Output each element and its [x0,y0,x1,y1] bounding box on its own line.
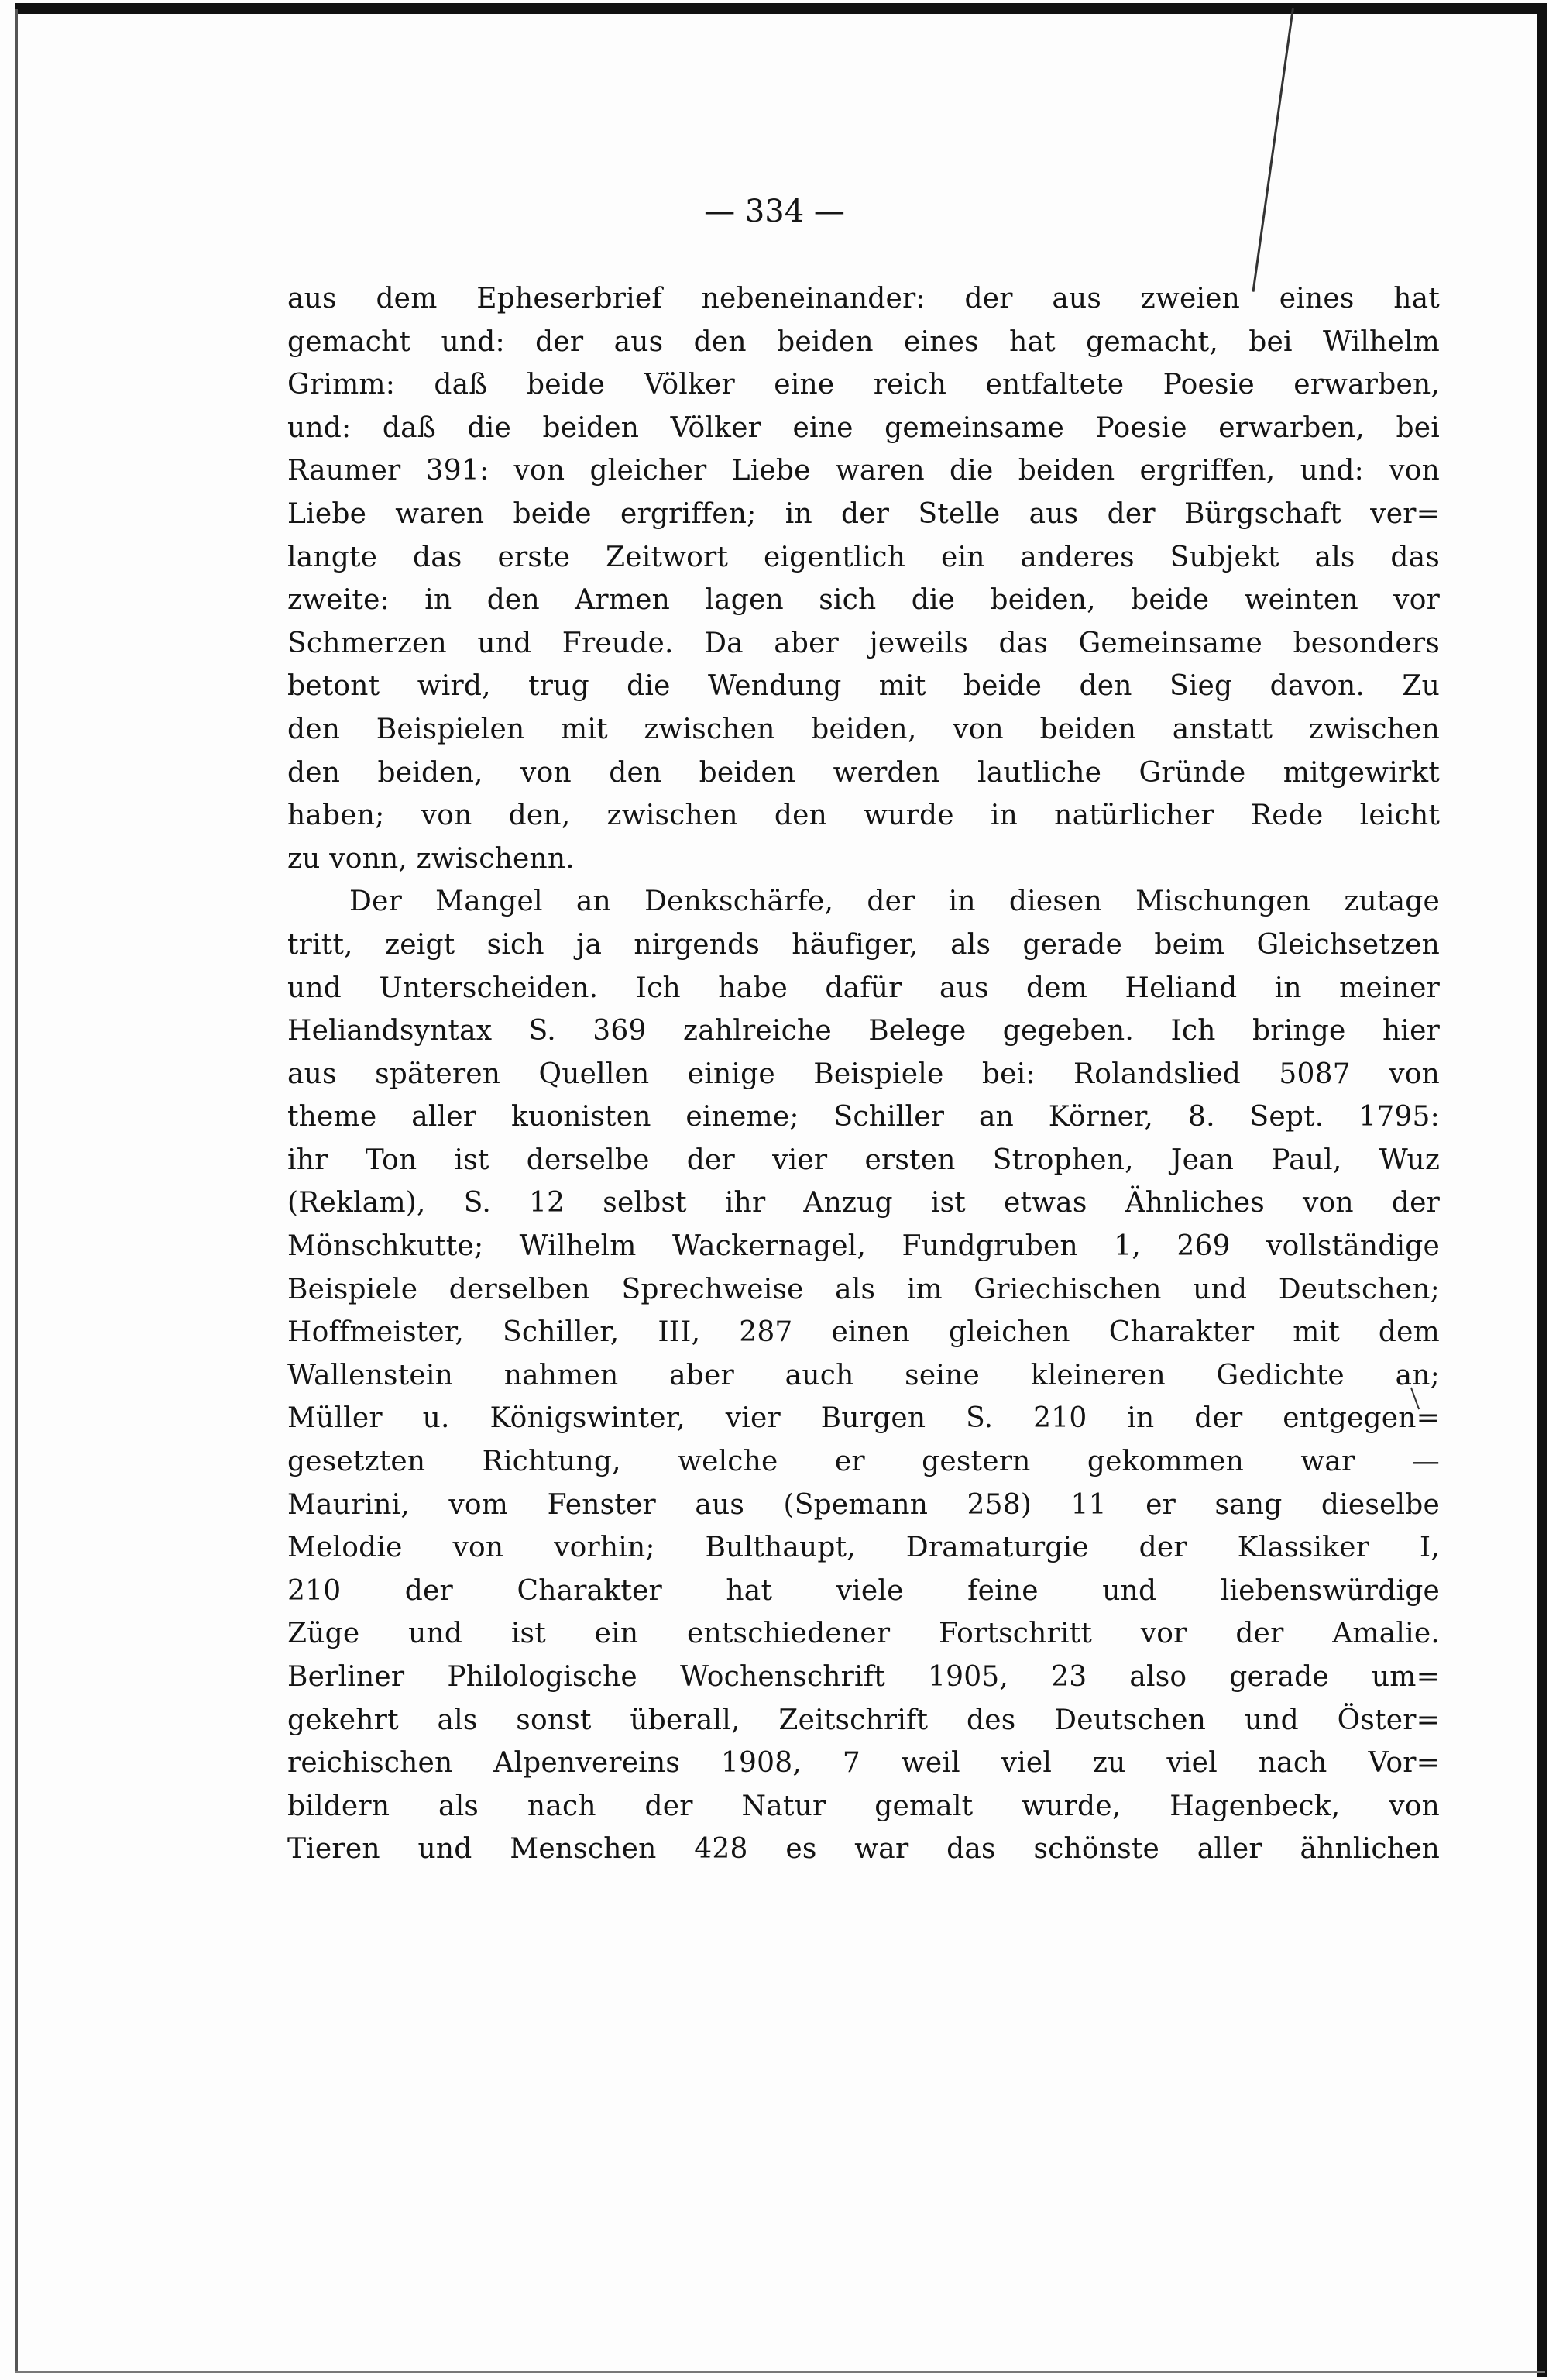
text-line: Züge und ist ein entschiedener Fortschritt vor der Amalie. [287,1618,1440,1650]
text-line: Hoffmeister, Schiller, III, 287 einen gleichen Charakter mit dem [287,1316,1440,1349]
page-number: — 334 — [704,194,845,229]
text-line: Melodie von vorhin; Bulthaupt, Dramaturgie der Klassiker I, [287,1532,1440,1564]
text-line: Liebe waren beide ergriffen; in der Stelle aus der Bürgschaft ver= [287,497,1440,530]
text-line: reichischen Alpenvereins 1908, 7 weil viel zu viel nach Vor= [287,1747,1440,1780]
scan-border-bottom [15,2371,1545,2373]
text-line: gesetzten Richtung, welche er gestern gekommen war — [287,1446,1440,1478]
pencil-mark [1252,8,1294,292]
text-line: Raumer 391: von gleicher Liebe waren die beiden ergriffen, und: von [287,455,1440,487]
text-line: 210 der Charakter hat viele feine und liebenswürdige [287,1574,1440,1607]
text-line: Müller u. Königswinter, vier Burgen S. 210 in der entgegen= [287,1402,1440,1435]
text-line: Schmerzen und Freude. Da aber jeweils das Gemeinsame besonders [287,627,1440,659]
text-line: Grimm: daß beide Völker eine reich entfaltete Poesie erwarben, [287,369,1440,401]
text-line: betont wird, trug die Wendung mit beide den Sieg davon. Zu [287,670,1440,703]
text-line: (Reklam), S. 12 selbst ihr Anzug ist etwas Ähnliches von der [287,1187,1440,1219]
text-line: langte das erste Zeitwort eigentlich ein anderes Subjekt als das [287,541,1440,573]
text-line: Mönschkutte; Wilhelm Wackernagel, Fundgruben 1, 269 vollständige [287,1230,1440,1263]
paragraph [287,277,1440,880]
scan-border-left [15,9,18,2372]
text-line: den beiden, von den beiden werden lautliche Gründe mitgewirkt [287,756,1440,789]
text-line: und: daß die beiden Völker eine gemeinsame Poesie erwarben, bei [287,411,1440,444]
text-line: tritt, zeigt sich ja nirgends häufiger, als gerade beim Gleichsetzen [287,928,1440,961]
text-line: Heliandsyntax S. 369 zahlreiche Belege gegeben. Ich bringe hier [287,1015,1440,1047]
text-line: den Beispielen mit zwischen beiden, von beiden anstatt zwischen [287,713,1440,745]
text-line: Beispiele derselben Sprechweise als im Griechischen und Deutschen; [287,1273,1440,1305]
text-line: Wallenstein nahmen aber auch seine kleineren Gedichte an; [287,1359,1440,1391]
text-line: gekehrt als sonst überall, Zeitschrift des Deutschen und Öster= [287,1704,1440,1736]
text-line: aus dem Epheserbrief nebeneinander: der aus zweien eines hat [287,283,1440,315]
text-line: Berliner Philologische Wochenschrift 1905, 23 also gerade um= [287,1661,1440,1693]
text-line: aus späteren Quellen einige Beispiele bei: Rolandslied 5087 von [287,1058,1440,1090]
text-line: gemacht und: der aus den beiden eines hat gemacht, bei Wilhelm [287,325,1440,358]
scan-border-top [15,3,1545,14]
text-line: zu vonn, zwischenn. [287,842,575,875]
text-line: Tieren und Menschen 428 es war das schönste aller ähnlichen [287,1833,1440,1866]
text-line: zweite: in den Armen lagen sich die beiden, beide weinten vor [287,584,1440,617]
text-line: Der Mangel an Denkschärfe, der in diesen Mischungen zutage [349,886,1440,918]
text-line: ihr Ton ist derselbe der vier ersten Strophen, Jean Paul, Wuz [287,1144,1440,1176]
text-line: haben; von den, zwischen den wurde in natürlicher Rede leicht [287,800,1440,832]
paragraph [287,880,1440,1871]
text-line: Maurini, vom Fenster aus (Spemann 258) 11 er sang dieselbe [287,1488,1440,1521]
text-line: bildern als nach der Natur gemalt wurde, Hagenbeck, von [287,1790,1440,1822]
body-text [287,277,1440,1871]
text-line: und Unterscheiden. Ich habe dafür aus dem Heliand in meiner [287,972,1440,1004]
scan-border-right [1537,3,1547,2377]
text-line: theme aller kuonisten eineme; Schiller an Körner, 8. Sept. 1795: [287,1101,1440,1133]
